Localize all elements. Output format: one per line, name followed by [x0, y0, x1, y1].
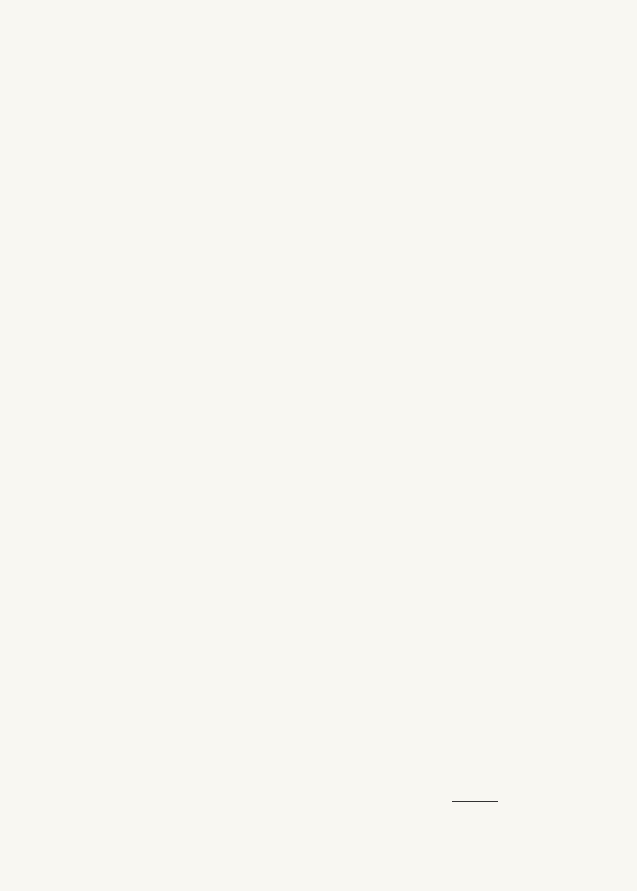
- occasione-heading: [355, 22, 637, 36]
- right-column: [355, 12, 637, 90]
- handwritten-continua: [368, 740, 637, 788]
- matrimonio-heading: [355, 76, 637, 90]
- suffragio-heading: [38, 22, 320, 36]
- battesimo-heading: [355, 50, 637, 64]
- left-column: [38, 12, 320, 40]
- divider: [452, 801, 498, 802]
